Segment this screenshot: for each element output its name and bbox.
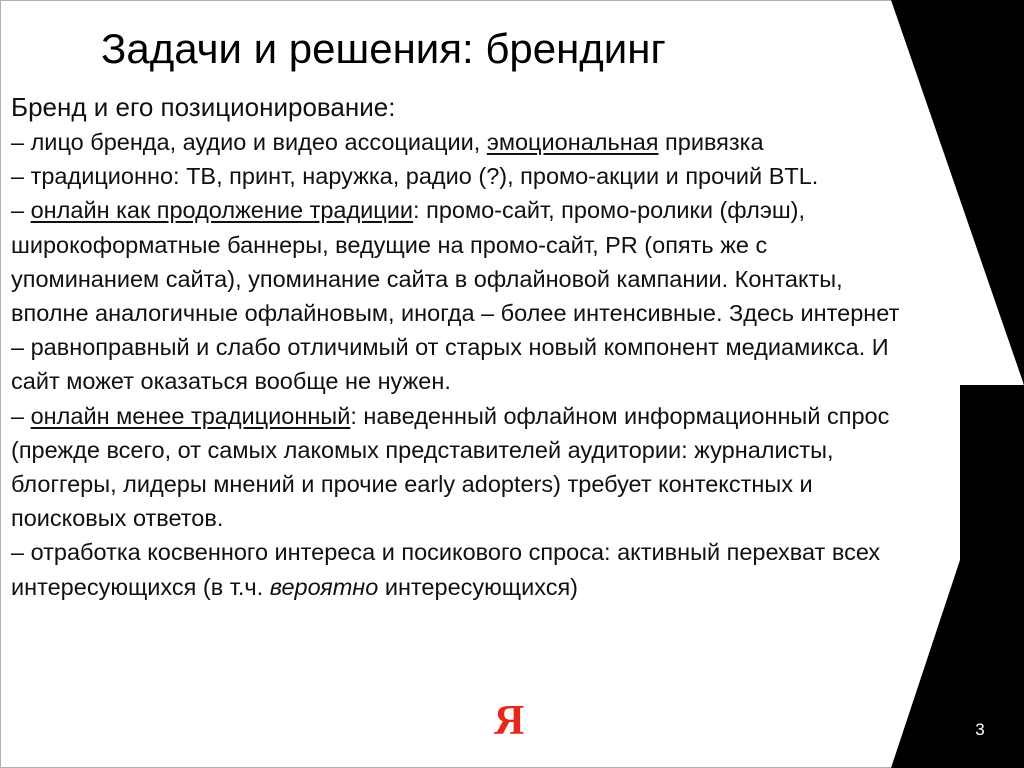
bullet-indirect-interest: [11, 535, 911, 603]
underlined-term: онлайн как продолжение традиции: [30, 197, 414, 224]
text-fragment: – лицо бренда, аудио и видео ассоциации,: [11, 129, 487, 155]
yandex-logo: Я: [494, 698, 525, 744]
text-fragment: : промо-сайт, промо-ролики (флэш), широкоформатные баннеры, ведущие на промо-сайт, PR (опять же с упоминанием сайта), упоминание сайта в офлайновой кампании. Контакты, вполне аналогичные офлайновым, иногда – более интенсивные. Здесь интернет – равноправный и слабо отличимый от старых новый компонент медиамикса. И сайт может оказаться вообще не нужен.: [11, 197, 900, 395]
text-fragment: привязка: [658, 129, 764, 155]
text-fragment: интересующихся): [378, 573, 579, 600]
page-number: 3: [975, 720, 985, 739]
slide-title: Задачи и решения: брендинг: [101, 25, 666, 72]
bullet-emotional: [11, 125, 911, 159]
italic-term: вероятно: [269, 573, 379, 600]
text-fragment: : наведенный офлайном информационный спрос (прежде всего, от самых лакомых представителей аудитории: журналисты, блоггеры, лидеры мнений и прочие early adopters) требует контекстных и поисковых ответов.: [11, 402, 890, 532]
text-fragment: –: [11, 402, 31, 429]
underlined-term: онлайн менее традиционный: [30, 402, 351, 429]
bullet-online-less-traditional: [11, 399, 911, 536]
text-fragment: – отработка косвенного интереса и посикового спроса: активный перехват всех интересующихся (в т.ч.: [11, 539, 881, 600]
text-fragment: –: [11, 197, 31, 224]
bullet-traditional: – традиционно: ТВ, принт, наружка, радио (?), промо-акции и прочий BTL.: [11, 163, 819, 190]
underlined-term: эмоциональная: [486, 129, 659, 155]
body-heading: Бренд и его позиционирование:: [11, 92, 396, 122]
slide-body: [11, 89, 911, 604]
bullet-online-continuation: [11, 193, 911, 398]
